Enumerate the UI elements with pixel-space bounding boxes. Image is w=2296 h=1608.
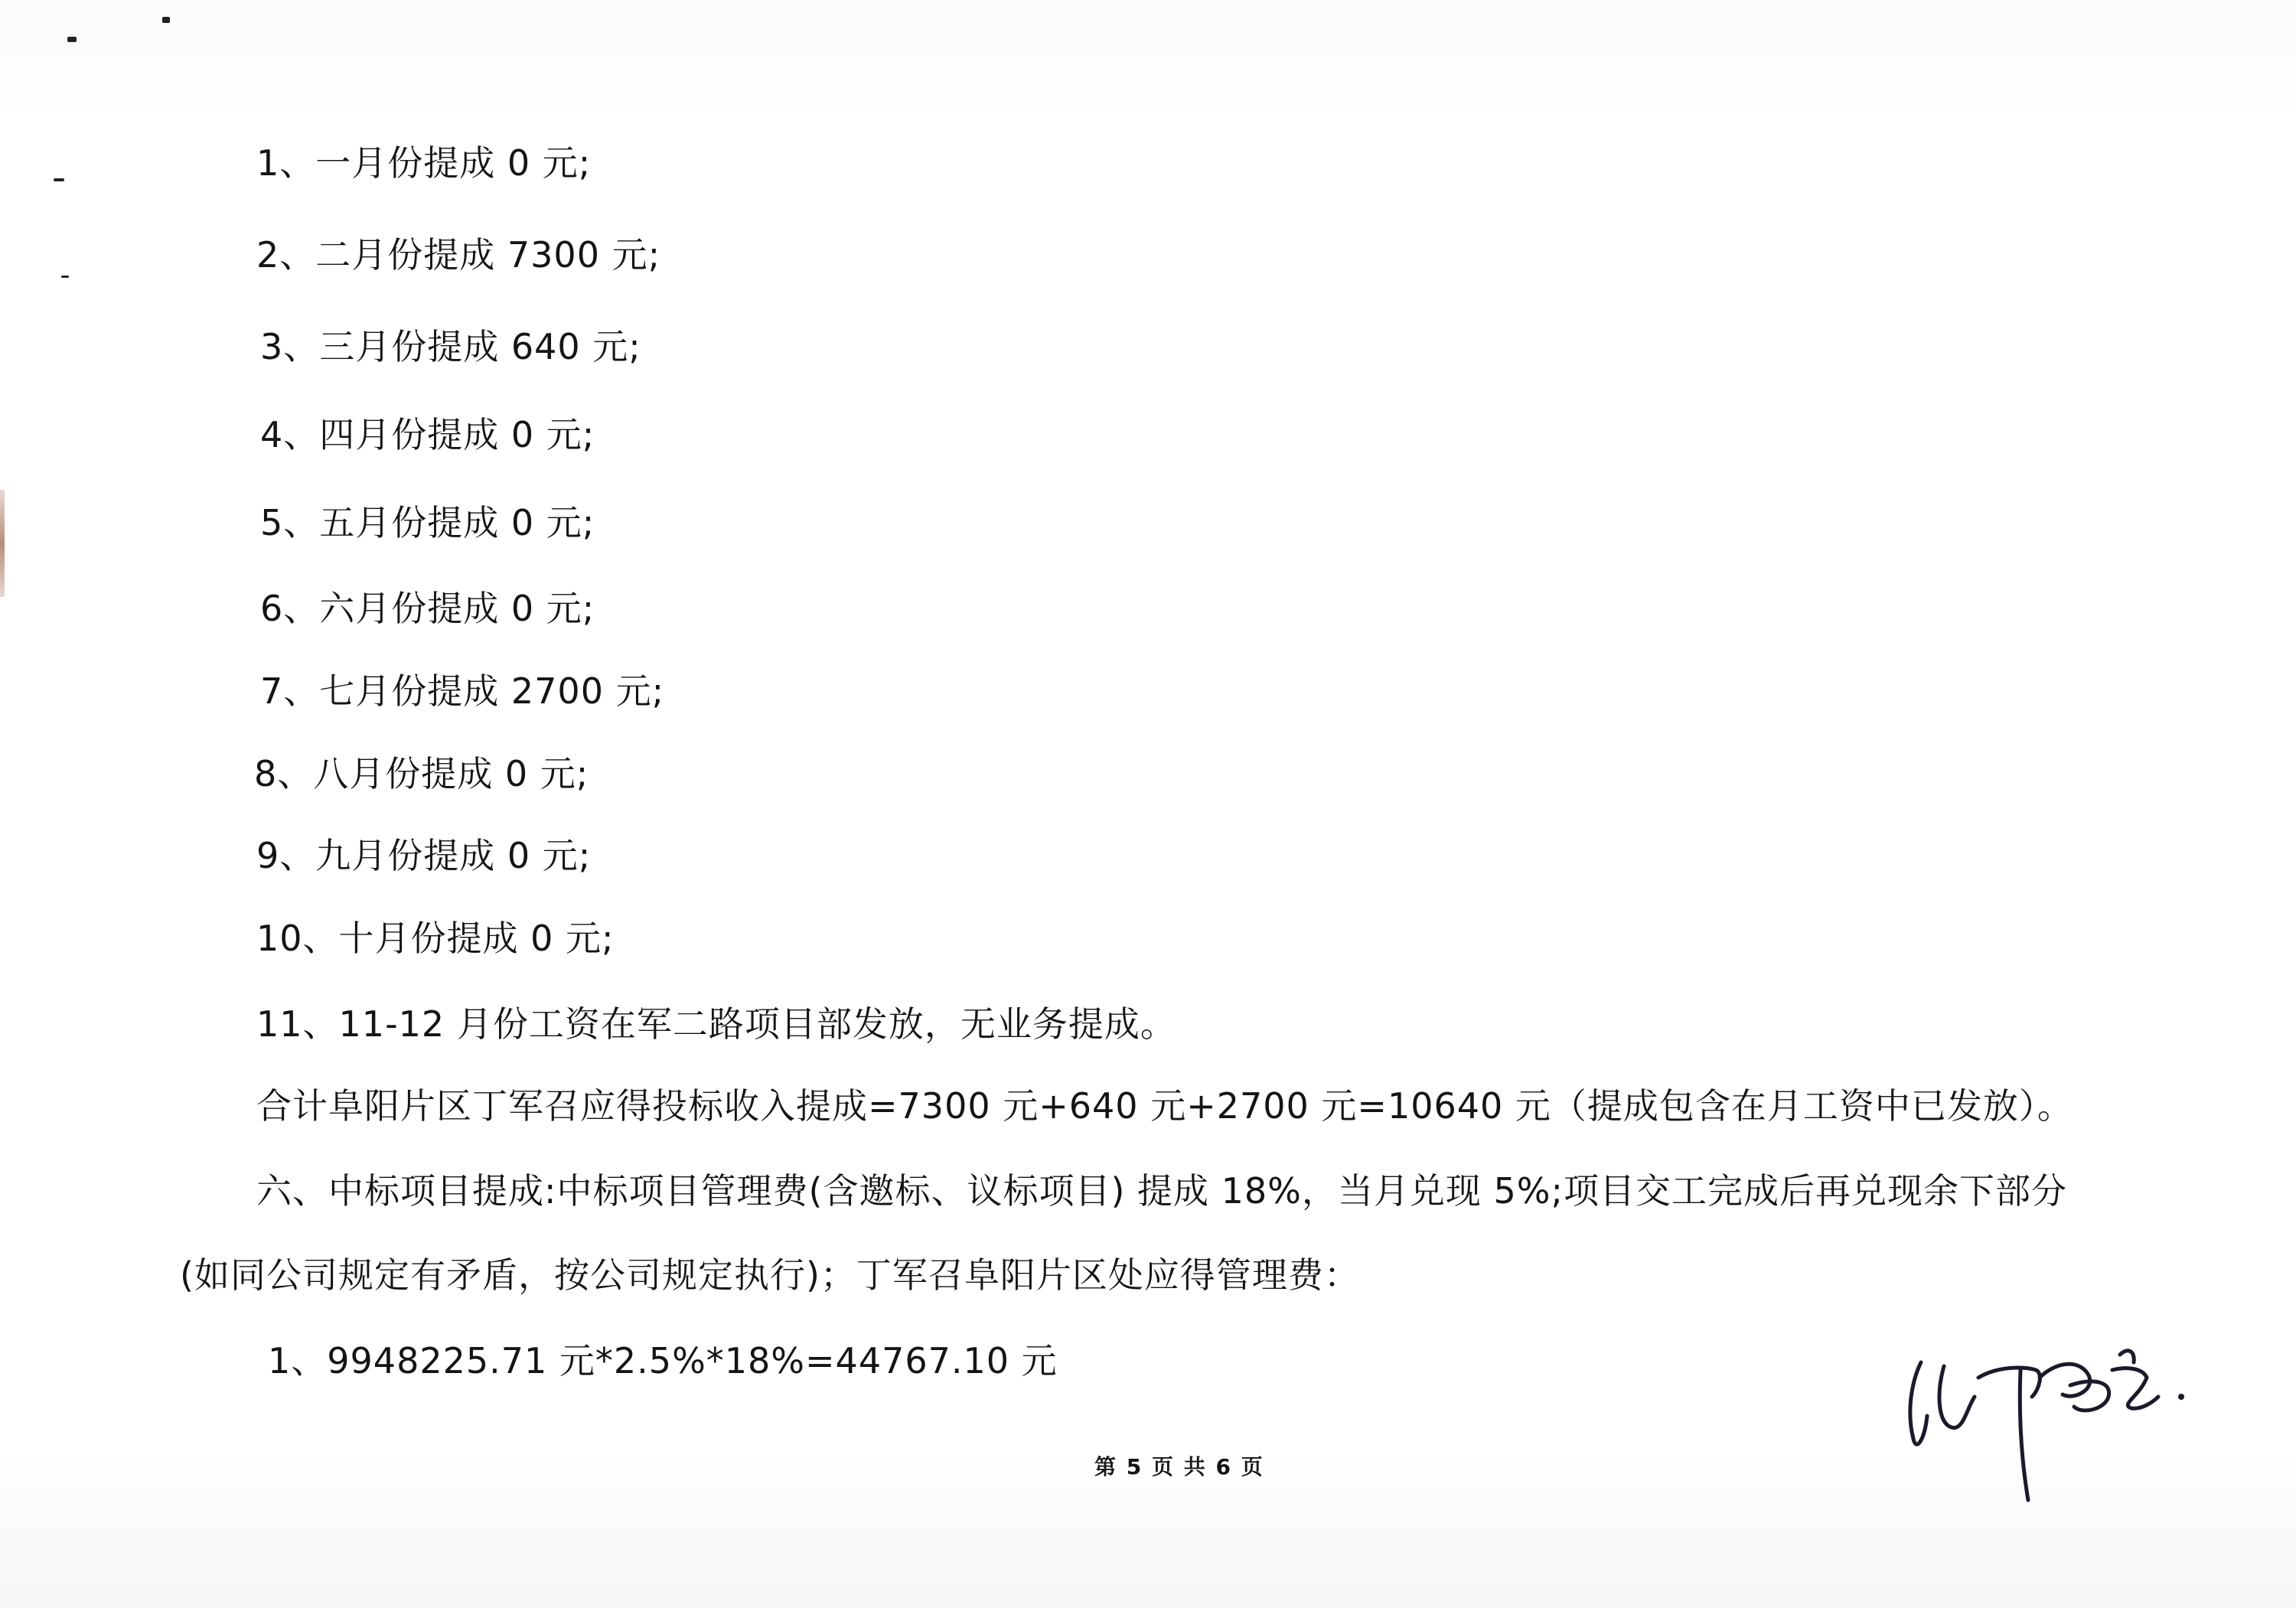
handwritten-signature <box>1890 1324 2219 1508</box>
section-six-heading: 六、中标项目提成:中标项目管理费(含邀标、议标项目) 提成 18%，当月兑现 5%;项目交工完成后再兑现余下部分 <box>256 1170 2067 1212</box>
list-item-july: 7、七月份提成 2700 元; <box>260 670 665 712</box>
list-item-march: 3、三月份提成 640 元; <box>260 326 641 367</box>
list-item-september: 9、九月份提成 0 元; <box>256 835 592 876</box>
scan-speck <box>61 276 69 278</box>
scan-speck <box>67 37 77 42</box>
scan-edge-shadow <box>0 490 5 597</box>
list-item-october: 10、十月份提成 0 元; <box>256 918 615 959</box>
section-six-continuation: (如同公司规定有矛盾，按公司规定执行)；丁军召阜阳片区处应得管理费： <box>180 1254 1360 1296</box>
list-item-june: 6、六月份提成 0 元; <box>260 588 595 629</box>
list-item-nov-dec: 11、11-12 月份工资在军二路项目部发放，无业务提成。 <box>256 1003 1176 1045</box>
scan-speck <box>54 178 64 181</box>
total-commission-line: 合计阜阳片区丁军召应得投标收入提成=7300 元+640 元+2700 元=10640 元（提成包含在月工资中已发放）。 <box>256 1085 2073 1127</box>
page-number: 第 5 页 共 6 页 <box>1094 1454 1264 1479</box>
management-fee-calculation: 1、9948225.71 元*2.5%*18%=44767.10 元 <box>268 1340 1058 1381</box>
list-item-january: 1、一月份提成 0 元; <box>256 142 592 184</box>
list-item-april: 4、四月份提成 0 元; <box>260 414 595 455</box>
list-item-february: 2、二月份提成 7300 元; <box>256 234 661 276</box>
list-item-may: 5、五月份提成 0 元; <box>260 502 595 543</box>
list-item-august: 8、八月份提成 0 元; <box>254 753 589 794</box>
scan-speck <box>162 17 170 23</box>
